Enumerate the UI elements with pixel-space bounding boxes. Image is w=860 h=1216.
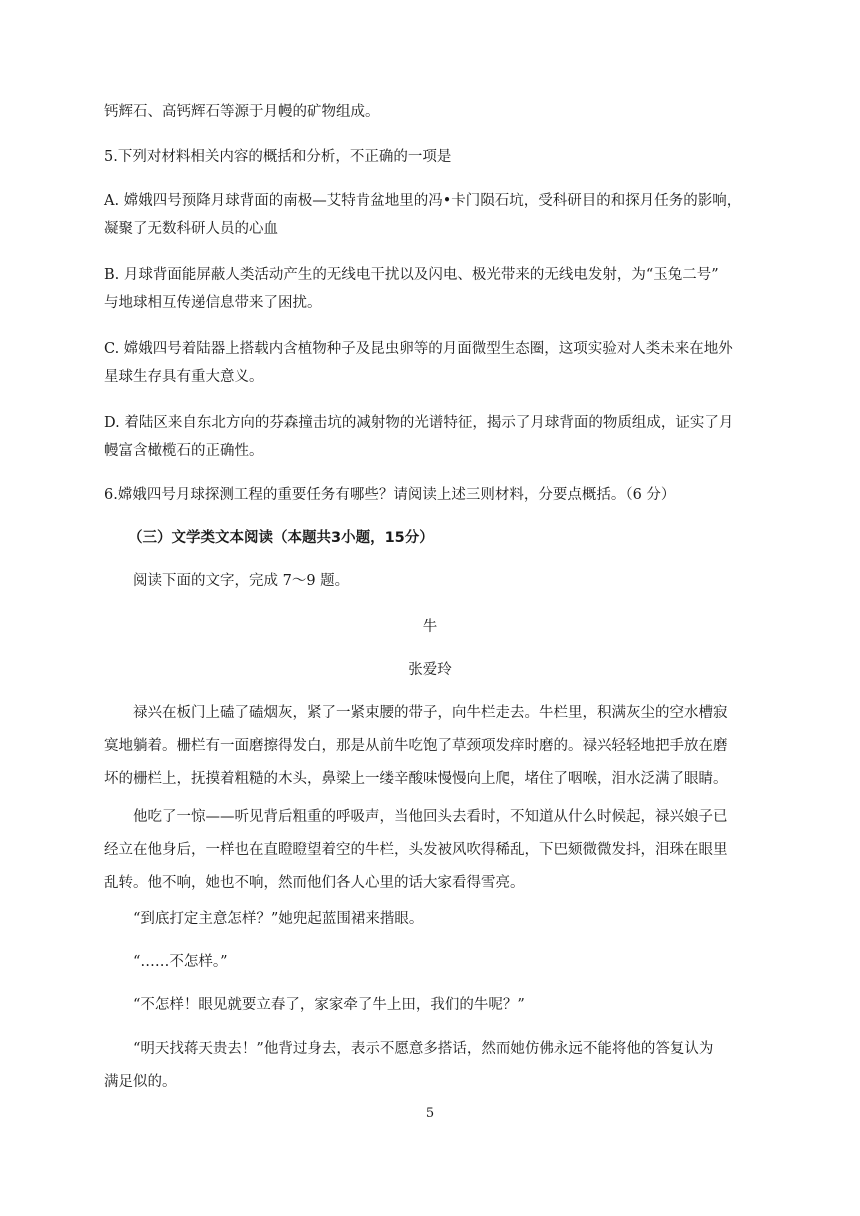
option-a-line-1: A. 嫦娥四号预降月球背面的南极—艾特肯盆地里的冯•卡门陨石坑，受科研目的和探月任务的影响，	[104, 193, 742, 209]
story-paragraph-3: “到底打定主意怎样？”她兜起蓝围裙来揩眼。	[133, 911, 424, 927]
story-paragraph-4: “……不怎样。”	[133, 954, 228, 970]
option-b	[104, 261, 764, 317]
option-d	[104, 409, 764, 465]
paragraph-1-line-3: 坏的栅栏上，抚摸着粗糙的木头，鼻梁上一缕辛酸味慢慢向上爬，堵住了咽喉，泪水泛满了眼睛。	[104, 771, 728, 787]
paragraph-1-line-2: 寞地躺着。栅栏有一面磨擦得发白，那是从前牛吃饱了草颈项发痒时磨的。禄兴轻轻地把手放在磨	[104, 738, 728, 754]
option-d-line-2: 幔富含橄榄石的正确性。	[104, 443, 264, 459]
story-paragraph-6	[104, 1033, 764, 1099]
option-d-line-1: D. 着陆区来自东北方向的芬森撞击坑的减射物的光谱特征，揭示了月球背面的物质组成，证实了月	[104, 415, 734, 431]
option-a-line-2: 凝聚了无数科研人员的心血	[104, 221, 278, 237]
reading-instruction: 阅读下面的文字，完成 7～9 题。	[133, 573, 350, 589]
option-b-line-1: B. 月球背面能屏蔽人类活动产生的无线电干扰以及闪电、极光带来的无线电发射，为“玉兔二号”	[104, 267, 719, 283]
question-6-stem: 6.嫦娥四号月球探测工程的重要任务有哪些？请阅读上述三则材料，分要点概括。（6 分）	[104, 487, 676, 503]
option-c	[104, 335, 764, 391]
page-number: 5	[425, 1106, 435, 1121]
paragraph-6-line-2: 满足似的。	[104, 1074, 177, 1090]
story-paragraph-1	[104, 697, 764, 796]
option-b-line-2: 与地球相互传递信息带来了困扰。	[104, 295, 322, 311]
story-author: 张爱玲	[408, 662, 452, 678]
paragraph-2-line-1: 他吃了一惊——听见背后粗重的呼吸声，当他回头去看时，不知道从什么时候起，禄兴娘子已	[133, 809, 728, 825]
paragraph-2-line-2: 经立在他身后，一样也在直瞪瞪望着空的牛栏，头发被风吹得稀乱，下巴颏微微发抖，泪珠在眼里	[104, 842, 728, 858]
paragraph-6-line-1: “明天找蒋天贵去！”他背过身去，表示不愿意多搭话，然而她仿佛永远不能将他的答复认为	[133, 1041, 714, 1057]
question-5-stem: 5.下列对材料相关内容的概括和分析，不正确的一项是	[104, 149, 452, 165]
continued-text-line: 钙辉石、高钙辉石等源于月幔的矿物组成。	[104, 104, 380, 120]
section-3-heading: （三）文学类文本阅读（本题共3小题，15分）	[128, 530, 434, 546]
story-title: 牛	[422, 619, 438, 635]
story-paragraph-5: “不怎样！眼见就要立春了，家家牵了牛上田，我们的牛呢？”	[133, 997, 525, 1013]
option-c-line-2: 星球生存具有重大意义。	[104, 369, 264, 385]
story-paragraph-2	[104, 801, 764, 900]
option-a	[104, 187, 764, 243]
paragraph-2-line-3: 乱转。他不响，她也不响，然而他们各人心里的话大家看得雪亮。	[104, 875, 525, 891]
option-c-line-1: C. 嫦娥四号着陆器上搭载内含植物种子及昆虫卵等的月面微型生态圈，这项实验对人类未来在地外	[104, 341, 733, 357]
paragraph-1-line-1: 禄兴在板门上磕了磕烟灰，紧了一紧束腰的带子，向牛栏走去。牛栏里，积满灰尘的空水槽寂	[133, 705, 728, 721]
